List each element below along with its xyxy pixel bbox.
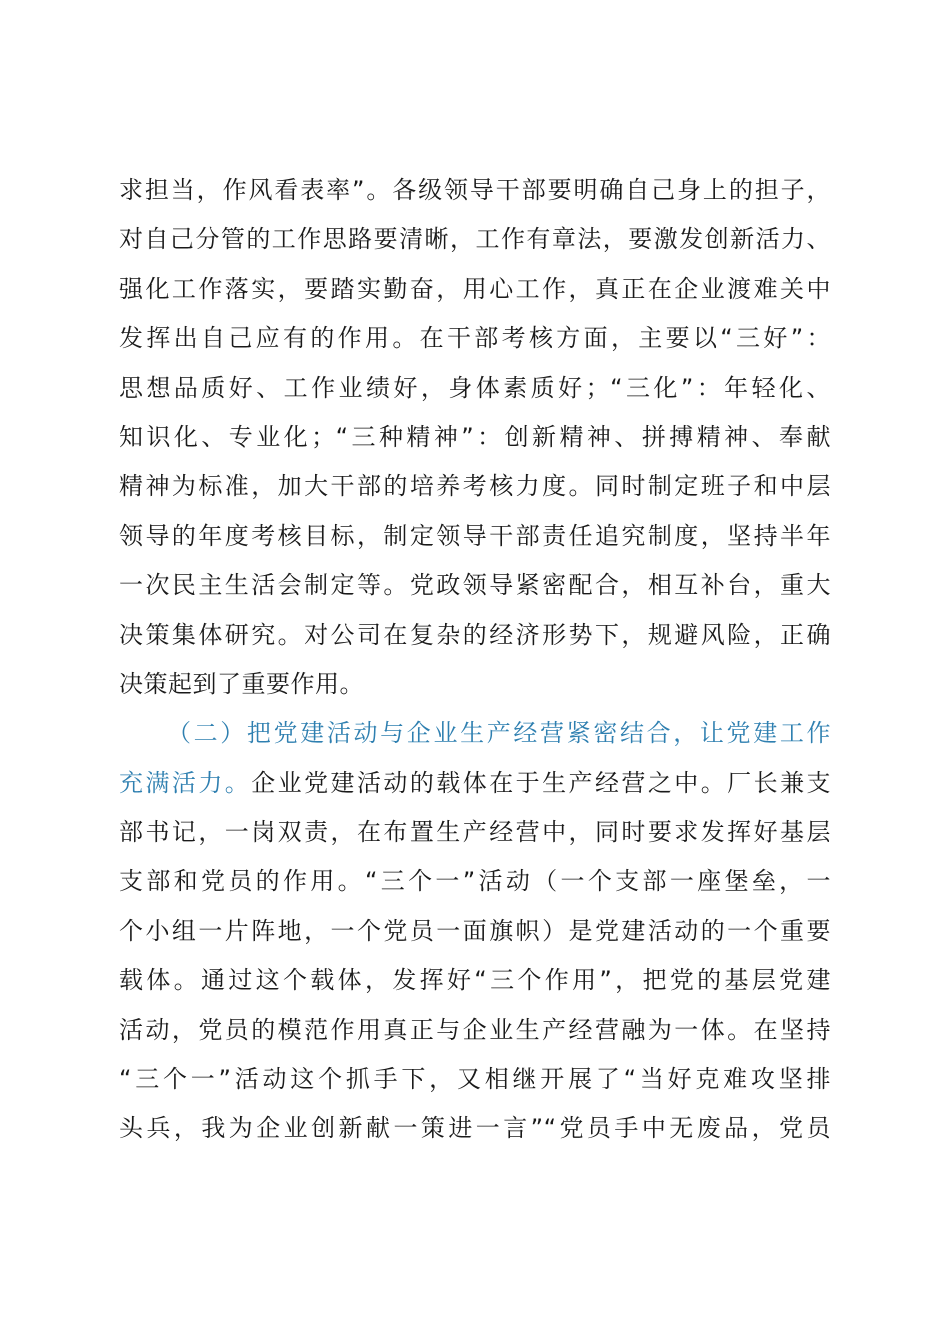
text-line: 决策集体研究。对公司在复杂的经济形势下，规避风险，正确 <box>119 620 831 649</box>
text-line: “三个一”活动这个抓手下，又相继开展了“当好克难攻坚排 <box>119 1065 831 1094</box>
text-line: 部书记，一岗双责，在布置生产经营中，同时要求发挥好基层 <box>119 818 831 847</box>
paragraph-1 <box>119 166 831 709</box>
text-line: 求担当，作风看表率”。各级领导干部要明确自己身上的担子， <box>119 176 831 204</box>
text-line: 领导的年度考核目标，制定领导干部责任追究制度，坚持半年 <box>119 521 831 550</box>
text-line: 对自己分管的工作思路要清晰，工作有章法，要激发创新活力、 <box>119 225 831 254</box>
section-heading: （二）把党建活动与企业生产经营紧密结合，让党建工作 <box>167 719 831 748</box>
paragraph-2 <box>119 709 831 1154</box>
text-line: 知识化、专业化；“三种精神”：创新精神、拼搏精神、奉献 <box>119 422 831 451</box>
text-line: 决策起到了重要作用。 <box>119 669 364 698</box>
text-line: 载体。通过这个载体，发挥好“三个作用”，把党的基层党建 <box>119 966 831 995</box>
text-line: 活动，党员的模范作用真正与企业生产经营融为一体。在坚持 <box>119 1015 831 1044</box>
section-heading-end: 充满活力。 <box>119 768 252 797</box>
text-line: 一次民主生活会制定等。党政领导紧密配合，相互补台，重大 <box>119 571 831 600</box>
text-line: 强化工作落实，要踏实勤奋，用心工作，真正在企业渡难关中 <box>119 274 831 303</box>
text-line-rest: 企业党建活动的载体在于生产经营之中。厂长兼支 <box>251 768 832 797</box>
text-line: 支部和党员的作用。“三个一”活动（一个支部一座堡垒，一 <box>119 867 831 896</box>
text-line: 个小组一片阵地，一个党员一面旗帜）是党建活动的一个重要 <box>119 916 831 945</box>
text-line: 发挥出自己应有的作用。在干部考核方面，主要以“三好”： <box>119 324 831 353</box>
text-line: 精神为标准，加大干部的培养考核力度。同时制定班子和中层 <box>119 472 831 501</box>
text-line: 头兵，我为企业创新献一策进一言”“党员手中无废品，党员 <box>119 1114 831 1143</box>
text-line <box>119 759 831 808</box>
text-line: 思想品质好、工作业绩好，身体素质好；“三化”：年轻化、 <box>119 373 831 402</box>
body-text <box>119 166 831 1154</box>
